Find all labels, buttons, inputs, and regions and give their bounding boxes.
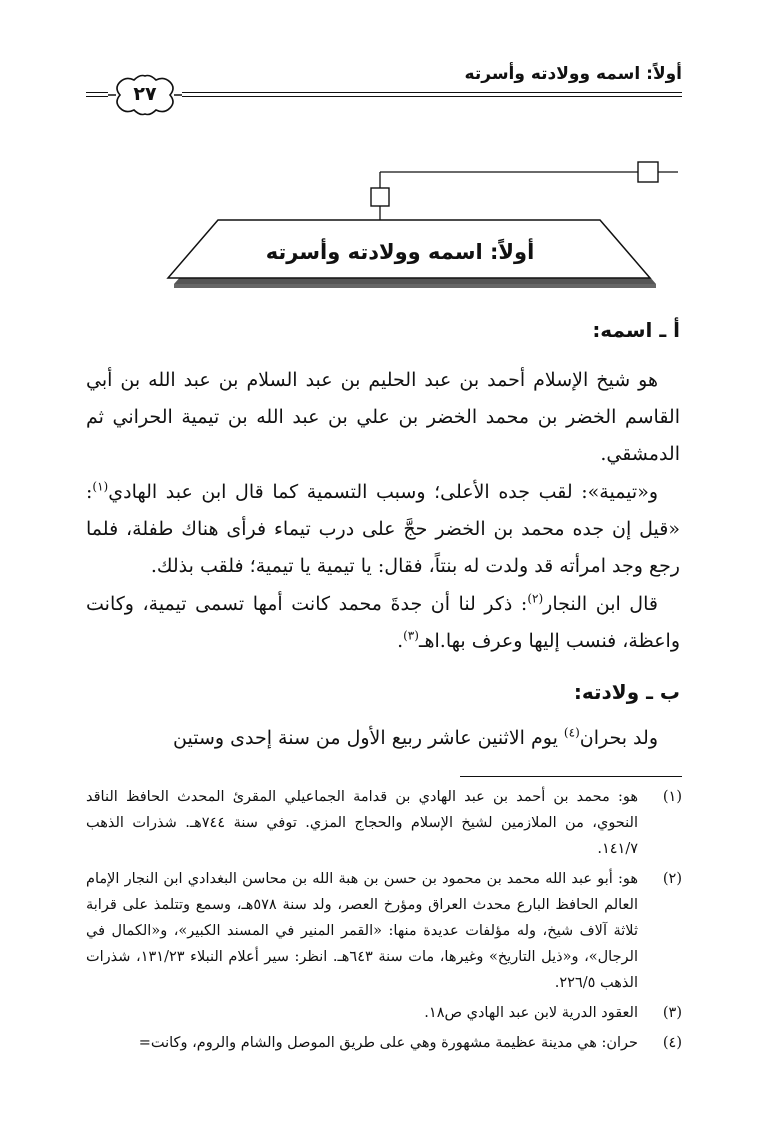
footnote-separator — [460, 776, 682, 777]
paragraph-birth: ولد بحران$^{(٤)}$ يوم الاثنين عاشر ربيع الأول من سنة إحدى وستين — [173, 725, 658, 749]
footnote-item — [86, 1000, 682, 1026]
footnote-item — [86, 866, 682, 996]
footnote-ref-2[interactable]: (٢) — [527, 591, 544, 606]
running-header — [86, 64, 682, 104]
footnote-ref-3[interactable]: (٣) — [403, 628, 419, 643]
footnote-number: (٢) — [662, 871, 682, 887]
banner-frame-icon — [160, 160, 680, 290]
footnote-item — [86, 1030, 682, 1056]
paragraph-lineage: هو شيخ الإسلام أحمد بن عبد الحليم بن عبد السلام بن عبد الله بن أبي القاسم الخضر بن محمد الخضر بن علي بن عبد الله بن تيمية الحراني ثم الدمشقي. — [86, 369, 680, 465]
running-header-title: أولاً: اسمه وولادته وأسرته — [464, 64, 682, 84]
section-banner — [160, 160, 680, 290]
footnote-number: (٤) — [662, 1035, 682, 1051]
subheading-name: أ ـ اسمه: — [592, 318, 680, 342]
subheading-birth: ب ـ ولادته: — [573, 680, 680, 704]
footnote-text: هو: محمد بن أحمد بن عبد الهادي بن قدامة الجماعيلي المقرئ المحدث الحافظ الناقد النحوي، من الملازمين لشيخ الإسلام والحجاج المزي. توفي سنة ٧٤٤هـ. شذرات الذهب ١٤١/٧. — [86, 789, 638, 857]
header-rule — [182, 92, 682, 97]
footnote-ref-4[interactable]: (٤) — [563, 725, 580, 740]
footnote-number: (٣) — [662, 1005, 682, 1021]
footnote-text: هو: أبو عبد الله محمد بن محمود بن حسن بن هبة الله بن محاسن البغدادي ابن النجار الإمام العالم الحافظ البارع محدث العراق ومؤرخ العصر، ولد سنة ٥٧٨هـ، وسمع وتتلمذ على قرابة ثلاثة آلاف شيخ، وله مؤلفات عديدة منها: «القمر المنير في المسند الكبير»، و«الكمال في الرجال»، و«ذيل التاريخ» وغيرها، مات سنة ٦٤٣هـ. انظر: سير أعلام النبلاء ١٣١/٢٣، شذرات الذهب ٢٢٦/٥. — [86, 871, 639, 991]
footnote-text: حران: هي مدينة عظيمة مشهورة وهي على طريق الموصل والشام والروم، وكانت= — [138, 1035, 638, 1051]
header-rule-left — [86, 92, 108, 97]
footnote-text: العقود الدرية لابن عبد الهادي ص١٨. — [424, 1005, 638, 1021]
footnote-ref-1[interactable]: (١) — [92, 479, 109, 494]
page-number: ٢٧ — [133, 83, 157, 105]
paragraph-ibn-najjar: قال ابن النجار$^{(٢)}$: ذكر لنا أن جدةَ محمد كانت أمها تسمى تيمية، وكانت واعظة، فنسب إليها وعرف بها.اهـ$^{(٣)}$. — [86, 591, 680, 652]
paragraph-taymiyya-origin: و«تيمية»: لقب جده الأعلى؛ وسبب التسمية كما قال ابن عبد الهادي$^{(١)}$: «قيل إن جده محمد بن الخضر حجَّ على درب تيماء فرأى هناك طفلة، فلما رجع وجد امرأته قد ولدت له بنتاً، فقال: يا تيمية يا تيمية؛ فلقب بذلك. — [86, 479, 680, 577]
footnotes — [86, 784, 682, 1056]
footnote-number: (١) — [662, 789, 682, 805]
footnote-item — [86, 784, 682, 862]
banner-title: أولاً: اسمه وولادته وأسرته — [265, 240, 535, 264]
page-number-ornament — [106, 74, 184, 116]
